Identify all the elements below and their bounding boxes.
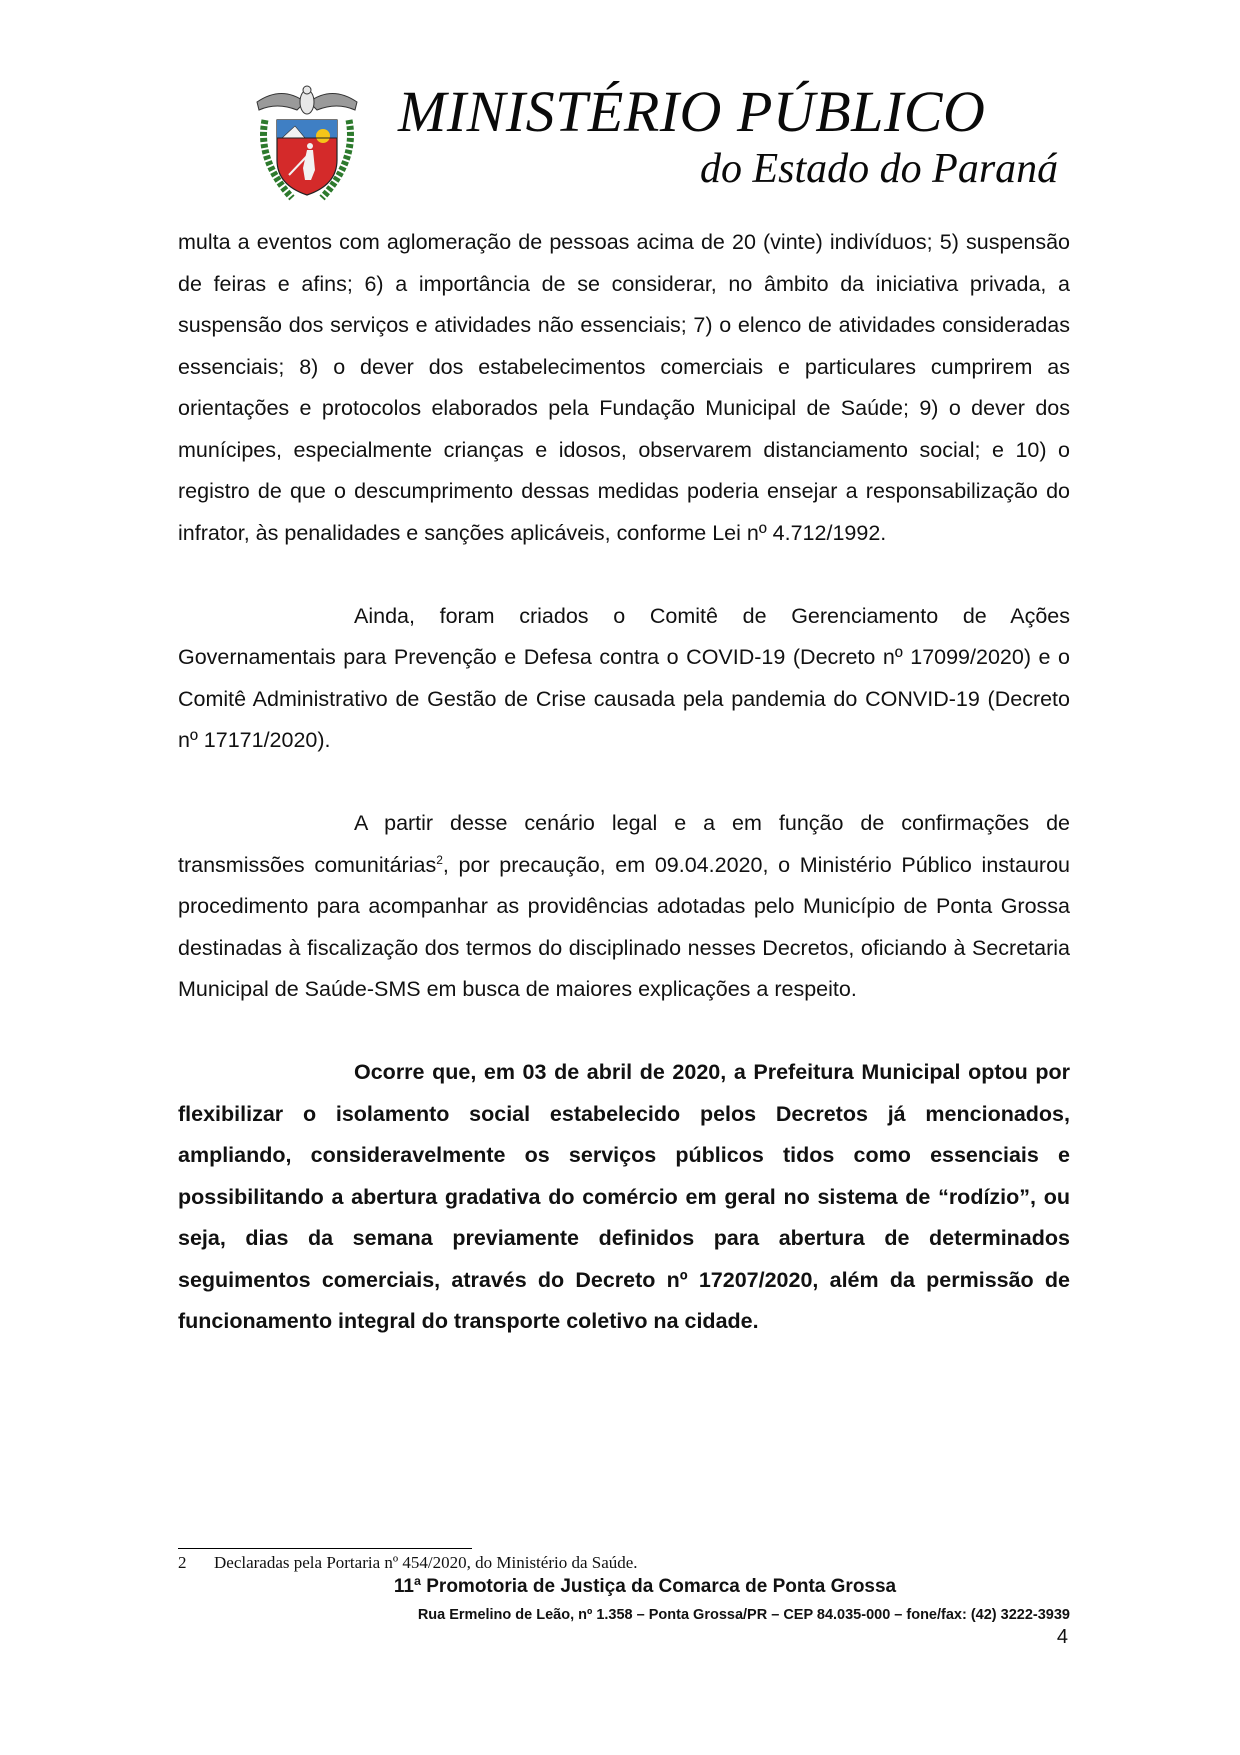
footer-address: Rua Ermelino de Leão, nº 1.358 – Ponta Grossa/PR – CEP 84.035-000 – fone/fax: (42) 3222-3939 xyxy=(417,1607,1070,1623)
institution-title: MINISTÉRIO PÚBLICO xyxy=(398,79,986,144)
document-body xyxy=(178,222,1070,1343)
letterhead xyxy=(0,0,1240,210)
paragraph-text: , por precaução, em 09.04.2020, o Ministério Público instaurou procedimento para acompanhar as providências adotadas pelo Município de Ponta Grossa destinadas à fiscalização dos termos do disciplinado nesses Decretos, oficiando à Secretaria Municipal de Saúde-SMS em busca de maiores explicações a respeito. xyxy=(178,852,1070,1001)
paragraph-bold: Ocorre que, em 03 de abril de 2020, a Prefeitura Municipal optou por flexibilizar o isolamento social estabelecido pelos Decretos já mencionados, ampliando, consideravelmente os serviços públicos tidos como essenciais e possibilitando a abertura gradativa do comércio em geral no sistema de “rodízio”, ou seja, dias da semana previamente definidos para abertura de determinados seguimentos comerciais, através do Decreto nº 17207/2020, além da permissão de funcionamento integral do transporte coletivo na cidade. xyxy=(178,1060,1070,1333)
footer-office-name: 11ª Promotoria de Justiça da Comarca de Ponta Grossa xyxy=(393,1576,897,1597)
parana-coat-of-arms-icon xyxy=(247,80,367,205)
footnote xyxy=(178,1553,1078,1573)
paragraph: multa a eventos com aglomeração de pessoas acima de 20 (vinte) indivíduos; 5) suspensão de feiras e afins; 6) a importância de se considerar, no âmbito da iniciativa privada, a suspensão dos serviços e atividades não essenciais; 7) o elenco de atividades consideradas essenciais; 8) o dever dos estabelecimentos comerciais e particulares cumprirem as orientações e protocolos elaborados pela Fundação Municipal de Saúde; 9) o dever dos munícipes, especialmente crianças e idosos, observarem distanciamento social; e 10) o registro de que o descumprimento dessas medidas poderia ensejar a responsabilização do infrator, às penalidades e sanções aplicáveis, conforme Lei nº 4.712/1992. xyxy=(178,230,1070,545)
paragraph xyxy=(178,803,1070,1011)
footnote-separator xyxy=(178,1548,472,1549)
paragraph: Ainda, foram criados o Comitê de Gerenciamento de Ações Governamentais para Prevenção e Defesa contra o COVID-19 (Decreto nº 17099/2020) e o Comitê Administrativo de Gestão de Crise causada pela pandemia do CONVID-19 (Decreto nº 17171/2020). xyxy=(178,603,1070,752)
footnote-reference[interactable]: 2 xyxy=(436,852,443,867)
institution-subtitle: do Estado do Paraná xyxy=(700,146,1059,192)
page-number: 4 xyxy=(1056,1626,1068,1648)
footnote-text: Declaradas pela Portaria nº 454/2020, do Ministério da Saúde. xyxy=(214,1553,638,1572)
paragraph-text: A partir desse cenário legal e a em função de confirmações de transmissões comunitárias xyxy=(178,811,1070,877)
footnote-number: 2 xyxy=(178,1553,187,1572)
